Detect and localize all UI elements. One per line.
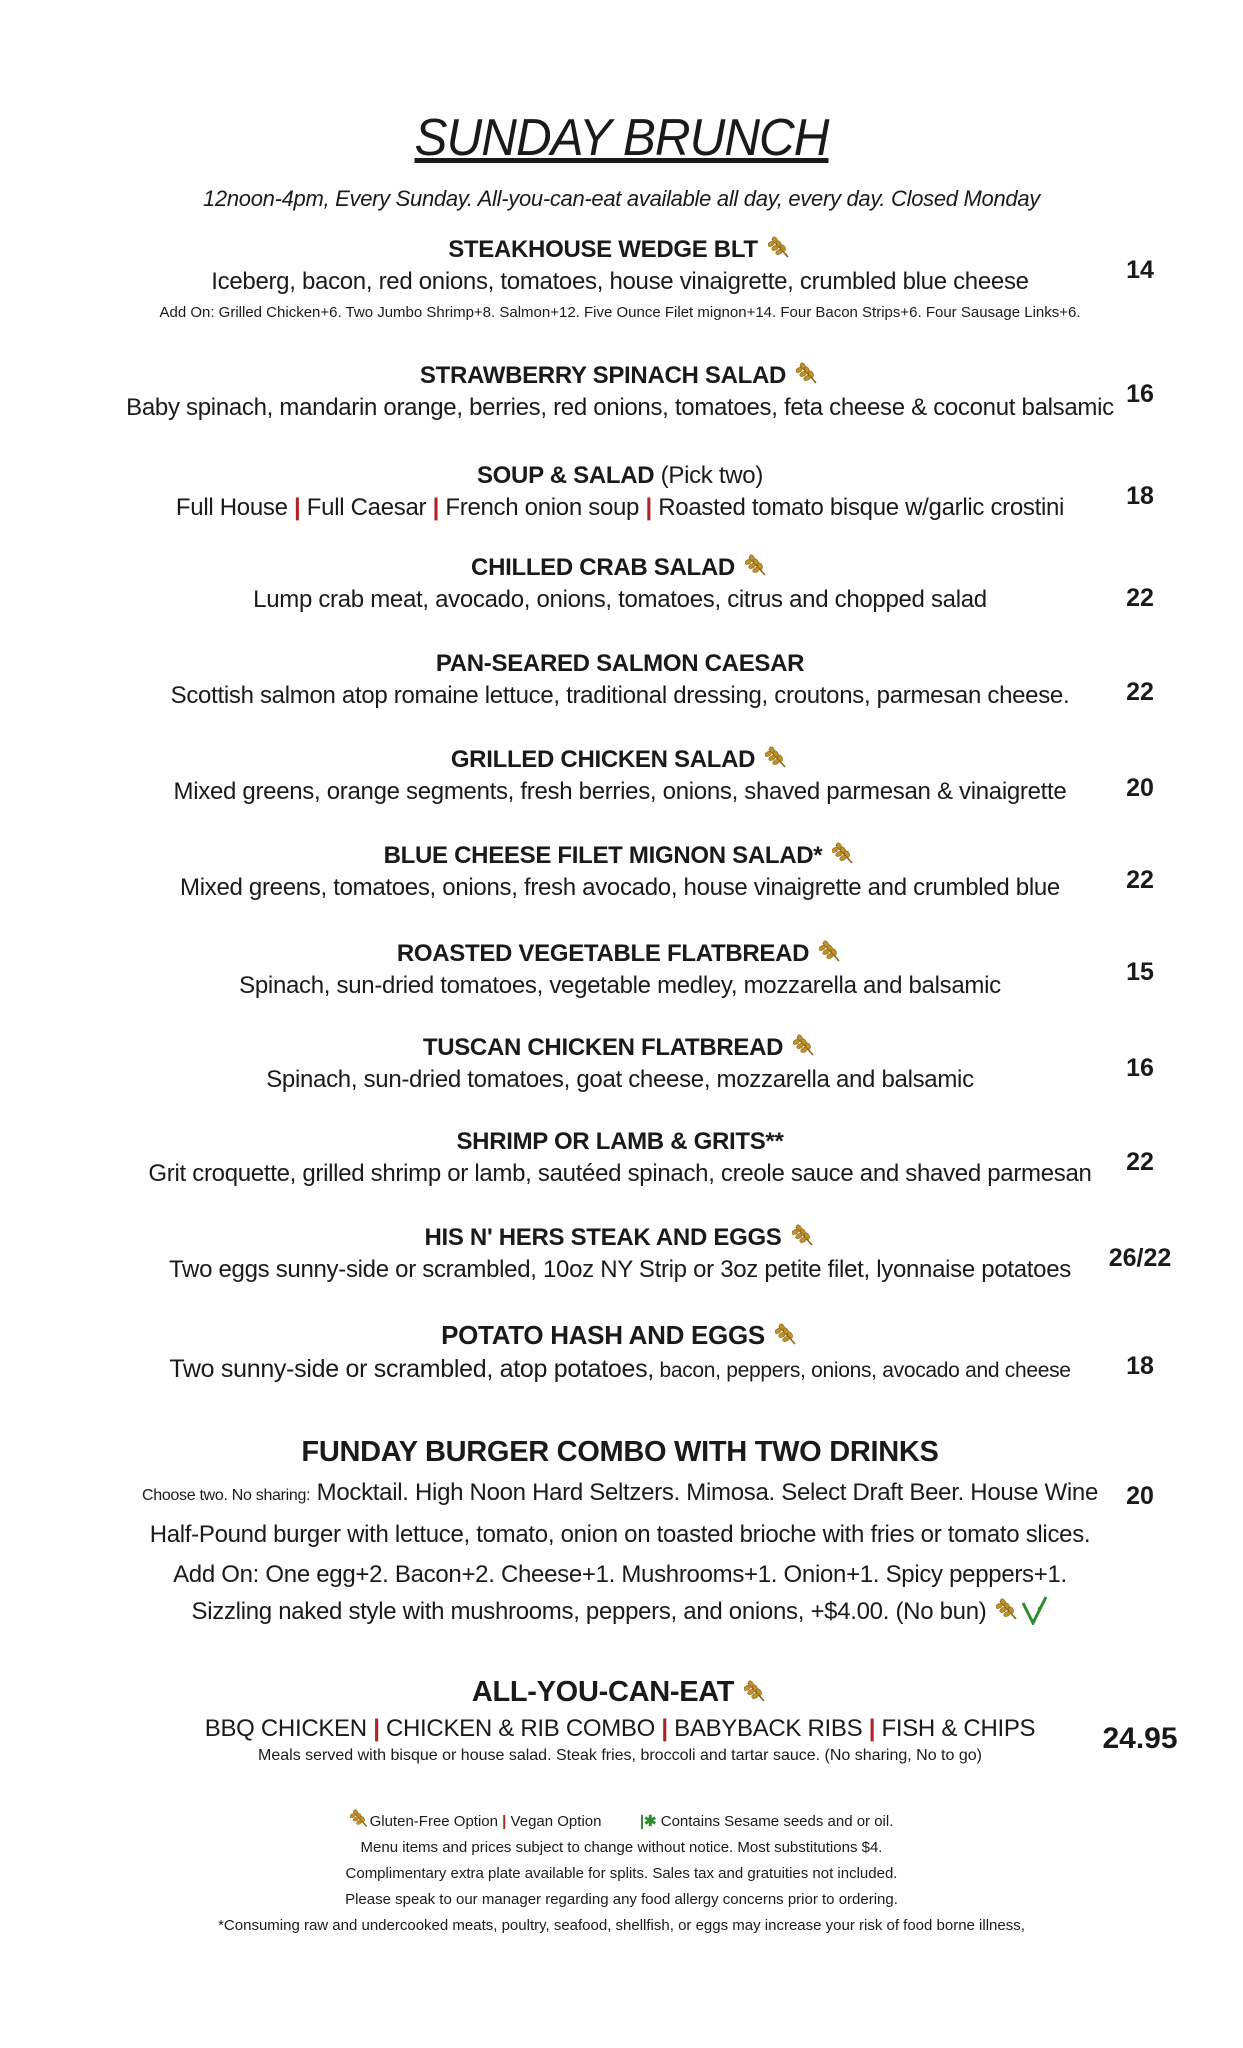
soup-option: Roasted tomato bisque w/garlic crostini	[658, 494, 1065, 521]
ayce-option: BBQ CHICKEN	[204, 1715, 367, 1742]
soup-option: French onion soup	[445, 494, 640, 521]
combo-description: Half-Pound burger with lettuce, tomato, onion on toasted brioche with fries or tomato slices.	[149, 1521, 1091, 1548]
item-price: 16	[1126, 1054, 1154, 1082]
item-name: STRAWBERRY SPINACH SALAD	[419, 362, 787, 389]
burger-combo	[100, 1436, 1140, 1626]
combo-price: 20	[1126, 1482, 1154, 1510]
gluten-free-icon	[744, 1680, 768, 1704]
item-name: SHRIMP OR LAMB & GRITS**	[456, 1128, 784, 1155]
item-name: SOUP & SALAD	[476, 462, 655, 489]
combo-drinks	[100, 1479, 1140, 1507]
item-name: HIS N' HERS STEAK AND EGGS	[424, 1224, 782, 1251]
item-name-extra: (Pick two)	[660, 462, 764, 489]
soup-option: Full House	[175, 494, 288, 521]
item-description: Lump crab meat, avocado, onions, tomatoes, citrus and chopped salad	[253, 586, 987, 613]
separator: |	[661, 1715, 668, 1742]
separator: |	[645, 494, 652, 521]
item-name: TUSCAN CHICKEN FLATBREAD	[422, 1034, 784, 1061]
ayce-option: CHICKEN & RIB COMBO	[385, 1715, 655, 1742]
item-description	[100, 1355, 1140, 1384]
item-description: Iceberg, bacon, red onions, tomatoes, house vinaigrette, crumbled blue cheese	[211, 268, 1029, 295]
legend-vegan: Vegan Option	[510, 1813, 602, 1830]
item-price: 16	[1126, 380, 1154, 408]
ayce-note: Meals served with bisque or house salad. Steak fries, broccoli and tartar sauce. (No sharing, No to go)	[258, 1747, 982, 1764]
combo-naked-style	[100, 1595, 1140, 1626]
gluten-free-icon	[796, 362, 820, 386]
drinks-label: Choose two. No sharing:	[141, 1487, 311, 1504]
ayce-option: BABYBACK RIBS	[674, 1715, 863, 1742]
legend-gf: Gluten-Free Option	[369, 1813, 498, 1830]
item-price: 14	[1126, 256, 1154, 284]
item-price: 15	[1126, 958, 1154, 986]
item-name: ROASTED VEGETABLE FLATBREAD	[396, 940, 810, 967]
item-name: POTATO HASH AND EGGS	[441, 1320, 765, 1350]
separator: |	[868, 1715, 876, 1742]
menu-item	[100, 842, 1140, 902]
gluten-free-icon	[996, 1598, 1020, 1622]
page-subtitle: 12noon-4pm, Every Sunday. All-you-can-eat available all day, every day. Closed Monday	[202, 186, 1041, 211]
footer-line: Complimentary extra plate available for splits. Sales tax and gratuities not included.	[345, 1865, 898, 1882]
menu-item	[100, 1320, 1140, 1384]
separator: |	[432, 494, 440, 521]
footer-line: Menu items and prices subject to change without notice. Most substitutions $4.	[360, 1839, 883, 1856]
menu-item	[100, 650, 1140, 710]
item-price: 20	[1126, 774, 1154, 802]
gluten-free-icon	[793, 1034, 817, 1058]
desc-part: bacon, peppers, onions, avocado and cheese	[653, 1359, 1071, 1382]
menu-item	[100, 462, 1140, 522]
ayce-price: 24.95	[1102, 1722, 1178, 1755]
item-name: CHILLED CRAB SALAD	[471, 554, 735, 581]
item-description: Scottish salmon atop romaine lettuce, traditional dressing, croutons, parmesan cheese.	[170, 682, 1070, 709]
item-description: Spinach, sun-dried tomatoes, goat cheese, mozzarella and balsamic	[266, 1066, 974, 1093]
item-addons: Add On: Grilled Chicken+6. Two Jumbo Shrimp+8. Salmon+12. Five Ounce Filet mignon+14. Four Bacon Strips+6. Four Sausage Links+6.	[159, 304, 1081, 321]
separator: |	[294, 494, 301, 521]
gluten-free-icon	[350, 1809, 370, 1829]
soup-option: Full Caesar	[306, 494, 427, 521]
gluten-free-icon	[775, 1323, 799, 1347]
menu-item	[100, 746, 1140, 806]
gluten-free-icon	[768, 236, 792, 260]
menu-item	[100, 1128, 1140, 1188]
legend	[0, 1809, 1243, 1830]
desc-part: Two sunny-side or scrambled, atop potatoes,	[169, 1355, 654, 1383]
footer-line: Please speak to our manager regarding any food allergy concerns prior to ordering.	[345, 1891, 898, 1908]
menu-item	[100, 940, 1140, 1000]
naked-style-text: Sizzling naked style with mushrooms, peppers, and onions, +$4.00. (No bun)	[191, 1598, 987, 1625]
ayce-options	[100, 1715, 1140, 1743]
ayce-option: FISH & CHIPS	[881, 1715, 1036, 1742]
combo-addons: Add On: One egg+2. Bacon+2. Cheese+1. Mushrooms+1. Onion+1. Spicy peppers+1.	[173, 1561, 1067, 1588]
drinks-list: Mocktail. High Noon Hard Seltzers. Mimosa. Select Draft Beer. House Wine	[310, 1479, 1099, 1506]
vegan-icon	[1020, 1595, 1048, 1625]
item-description: Baby spinach, mandarin orange, berries, red onions, tomatoes, feta cheese & coconut balsamic	[126, 394, 1114, 421]
item-price: 22	[1126, 866, 1154, 894]
item-price: 22	[1126, 1148, 1154, 1176]
item-price: 18	[1126, 1352, 1154, 1380]
page-title: SUNDAY BRUNCH	[414, 109, 829, 167]
menu-item	[100, 554, 1140, 614]
item-name: PAN-SEARED SALMON CAESAR	[435, 650, 805, 677]
menu-item	[100, 1034, 1140, 1094]
menu-item	[100, 236, 1140, 321]
item-description	[100, 494, 1140, 522]
item-description: Spinach, sun-dried tomatoes, vegetable medley, mozzarella and balsamic	[239, 972, 1001, 999]
legend-sesame: Contains Sesame seeds and or oil.	[660, 1813, 894, 1830]
gluten-free-icon	[745, 554, 769, 578]
item-price: 22	[1126, 584, 1154, 612]
gluten-free-icon	[765, 746, 789, 770]
item-price: 22	[1126, 678, 1154, 706]
menu-item	[100, 362, 1140, 422]
sesame-icon: |✱	[639, 1813, 657, 1830]
all-you-can-eat	[100, 1676, 1140, 1765]
gluten-free-icon	[792, 1224, 816, 1248]
footer-line: *Consuming raw and undercooked meats, poultry, seafood, shellfish, or eggs may increase your risk of food borne illness,	[218, 1917, 1025, 1934]
gluten-free-icon	[819, 940, 843, 964]
separator: |	[502, 1813, 507, 1830]
item-name: GRILLED CHICKEN SALAD	[450, 746, 756, 773]
menu-item	[100, 1224, 1140, 1284]
ayce-title: ALL-YOU-CAN-EAT	[471, 1676, 735, 1708]
combo-name: FUNDAY BURGER COMBO WITH TWO DRINKS	[301, 1436, 939, 1468]
item-name: BLUE CHEESE FILET MIGNON SALAD*	[383, 842, 823, 869]
item-price: 26/22	[1108, 1244, 1172, 1272]
separator: |	[373, 1715, 380, 1742]
item-description: Grit croquette, grilled shrimp or lamb, sautéed spinach, creole sauce and shaved parmesan	[148, 1160, 1092, 1187]
gluten-free-icon	[832, 842, 856, 866]
item-description: Mixed greens, orange segments, fresh berries, onions, shaved parmesan & vinaigrette	[173, 778, 1067, 805]
item-description: Mixed greens, tomatoes, onions, fresh avocado, house vinaigrette and crumbled blue	[180, 874, 1060, 901]
item-name: STEAKHOUSE WEDGE BLT	[448, 236, 758, 263]
item-price: 18	[1126, 482, 1154, 510]
item-description: Two eggs sunny-side or scrambled, 10oz NY Strip or 3oz petite filet, lyonnaise potatoes	[169, 1256, 1071, 1283]
footer	[0, 1800, 1243, 1943]
